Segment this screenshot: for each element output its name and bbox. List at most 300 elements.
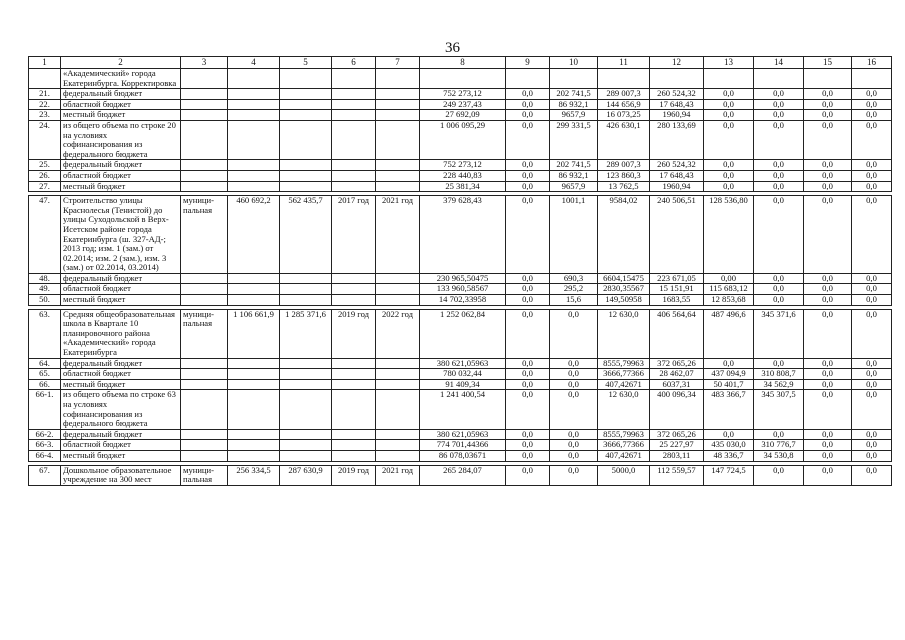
table-cell: 0,0 [704,181,754,192]
table-cell: 0,0 [550,465,598,485]
table-row [29,369,892,380]
table-cell: Дошкольное образовательное учреждение на 300 мест [61,465,181,485]
table-row [29,196,892,274]
table-cell: федеральный бюджет [61,273,181,284]
table-cell: 407,42671 [598,450,650,461]
table-row [29,379,892,390]
table-cell: 0,0 [852,390,892,429]
table-cell: муници-пальная [181,465,228,485]
table-cell: 406 564,64 [650,309,704,358]
table-cell: 1683,55 [650,295,704,306]
table-cell: 0,0 [550,369,598,380]
table-cell: федеральный бюджет [61,89,181,100]
table-cell: 0,0 [506,390,550,429]
table-cell [376,450,420,461]
table-cell: 64. [29,358,61,369]
table-cell [280,450,332,461]
table-cell: 0,0 [506,429,550,440]
table-cell [181,99,228,110]
table-cell: 0,0 [804,284,852,295]
column-number-cell: 1 [29,57,61,69]
table-cell [181,273,228,284]
table-cell: «Академический» города Екатеринбурга. Корректировка [61,69,181,89]
table-cell: 265 284,07 [420,465,506,485]
table-cell: 0,0 [804,160,852,171]
table-cell [280,110,332,121]
table-cell: 0,0 [506,450,550,461]
table-cell: 9657,9 [550,181,598,192]
table-cell: 34 530,8 [754,450,804,461]
table-cell [280,379,332,390]
table-cell: 0,0 [804,273,852,284]
table-row [29,69,892,89]
column-number-cell: 16 [852,57,892,69]
table-cell: 13 762,5 [598,181,650,192]
table-cell: муници-пальная [181,309,228,358]
table-cell [332,273,376,284]
table-cell: 50. [29,295,61,306]
table-cell [228,379,280,390]
table-cell: 2021 год [376,465,420,485]
table-cell: 299 331,5 [550,120,598,159]
column-number-cell: 15 [804,57,852,69]
table-cell: 0,0 [754,89,804,100]
table-cell: 289 007,3 [598,160,650,171]
table-cell: 0,0 [754,170,804,181]
table-cell: 0,0 [550,440,598,451]
table-cell: 0,0 [804,379,852,390]
table-cell: 12 853,68 [704,295,754,306]
table-cell: 0,0 [754,120,804,159]
column-number-cell: 4 [228,57,280,69]
table-cell: 9584,02 [598,196,650,274]
table-cell: 15 151,91 [650,284,704,295]
table-cell: 379 628,43 [420,196,506,274]
table-cell: 0,0 [506,196,550,274]
table-cell [332,160,376,171]
table-row [29,450,892,461]
table-cell [376,89,420,100]
table-cell: 12 630,0 [598,390,650,429]
table-cell: областной бюджет [61,284,181,295]
column-number-cell: 13 [704,57,754,69]
table-cell: 380 621,05963 [420,358,506,369]
table-cell [228,89,280,100]
table-cell: 260 524,32 [650,89,704,100]
table-cell: 0,0 [754,196,804,274]
table-cell: 0,0 [804,181,852,192]
table-cell: 0,0 [852,273,892,284]
table-cell [376,69,420,89]
table-cell [332,358,376,369]
table-cell: 0,0 [852,295,892,306]
column-number-cell: 7 [376,57,420,69]
table-cell [852,69,892,89]
table-cell: 25. [29,160,61,171]
table-cell: 426 630,1 [598,120,650,159]
table-cell: 0,0 [550,390,598,429]
table-cell: 0,0 [506,160,550,171]
table-cell: 1 006 095,29 [420,120,506,159]
column-number-cell: 10 [550,57,598,69]
table-cell: 0,0 [852,181,892,192]
table-cell: 2019 год [332,465,376,485]
table-cell [280,69,332,89]
table-cell: 0,00 [704,273,754,284]
table-cell: из общего объема по строке 63 на условиях софинансирования из федерального бюджета [61,390,181,429]
table-cell [228,284,280,295]
budget-table [28,56,892,486]
table-cell [181,170,228,181]
table-cell: 112 559,57 [650,465,704,485]
table-cell: 0,0 [704,429,754,440]
table-row [29,170,892,181]
table-cell: 0,0 [804,369,852,380]
table-cell: 2021 год [376,196,420,274]
table-cell: 8555,79963 [598,358,650,369]
table-cell [181,120,228,159]
table-cell: 123 860,3 [598,170,650,181]
table-cell [228,99,280,110]
table-cell [181,429,228,440]
table-cell: федеральный бюджет [61,358,181,369]
table-cell: 48. [29,273,61,284]
table-cell: 17 648,43 [650,170,704,181]
table-cell: 0,0 [852,369,892,380]
table-cell: 0,0 [852,358,892,369]
table-cell: 2022 год [376,309,420,358]
table-cell: 0,0 [506,440,550,451]
table-cell: 0,0 [852,170,892,181]
table-cell: 0,0 [852,120,892,159]
table-cell [228,181,280,192]
table-cell: 0,0 [804,465,852,485]
table-cell: 149,50958 [598,295,650,306]
table-cell [280,89,332,100]
table-cell: 0,0 [506,120,550,159]
table-cell: муници-пальная [181,196,228,274]
table-row [29,284,892,295]
table-cell [376,284,420,295]
table-cell [280,284,332,295]
table-cell [506,69,550,89]
table-cell: 0,0 [852,89,892,100]
table-cell [332,120,376,159]
table-cell [181,69,228,89]
table-cell [376,120,420,159]
table-cell: 24. [29,120,61,159]
table-cell [376,295,420,306]
table-cell [376,160,420,171]
table-cell [332,69,376,89]
table-cell [280,440,332,451]
table-cell: 0,0 [506,295,550,306]
table-cell: 5000,0 [598,465,650,485]
table-cell [332,369,376,380]
table-cell: 1001,1 [550,196,598,274]
table-cell: 0,0 [852,196,892,274]
table-cell [376,110,420,121]
table-cell: 202 741,5 [550,160,598,171]
table-cell: 0,0 [550,358,598,369]
table-cell: 0,0 [804,390,852,429]
table-cell [332,390,376,429]
table-cell: 0,0 [852,160,892,171]
table-cell: 0,0 [804,450,852,461]
table-row [29,465,892,485]
table-cell [332,170,376,181]
table-cell: 0,0 [754,284,804,295]
table-cell: федеральный бюджет [61,160,181,171]
table-cell: 1 285 371,6 [280,309,332,358]
table-cell: 0,0 [852,379,892,390]
table-cell: 2017 год [332,196,376,274]
table-cell [228,160,280,171]
table-cell: 752 273,12 [420,160,506,171]
table-cell: 230 965,50475 [420,273,506,284]
table-cell: 0,0 [704,99,754,110]
table-cell: 240 506,51 [650,196,704,274]
table-cell: 86 932,1 [550,99,598,110]
table-cell: 34 562,9 [754,379,804,390]
table-cell: 49. [29,284,61,295]
table-cell: 0,0 [754,160,804,171]
table-cell: областной бюджет [61,369,181,380]
table-cell: 133 960,58567 [420,284,506,295]
table-cell: 0,0 [804,120,852,159]
table-cell: 0,0 [506,181,550,192]
table-cell [332,440,376,451]
table-cell: 27. [29,181,61,192]
table-cell [29,69,61,89]
table-cell [181,440,228,451]
table-cell: 0,0 [550,309,598,358]
table-cell: 0,0 [506,89,550,100]
table-cell: 0,0 [852,450,892,461]
table-cell [376,99,420,110]
table-row [29,390,892,429]
table-cell [181,358,228,369]
table-cell: 147 724,5 [704,465,754,485]
table-cell: областной бюджет [61,99,181,110]
table-cell: 690,3 [550,273,598,284]
table-cell [228,170,280,181]
table-cell: 483 366,7 [704,390,754,429]
table-cell [280,99,332,110]
table-cell: 12 630,0 [598,309,650,358]
table-cell: 0,0 [804,99,852,110]
table-cell: Строительство улицы Краснолесья (Тенистой) до улицы Суходольской в Верх-Исетском районе города Екатеринбурга (ш. 327-АД-; 2013 год; изм. 1 (зам.) от 02.2014; изм. 2 (зам.), изм. 3 (зам.) от 02.2014, 03.2014) [61,196,181,274]
table-cell: 0,0 [754,429,804,440]
table-row [29,89,892,100]
table-cell: 0,0 [754,273,804,284]
table-cell: 0,0 [852,465,892,485]
table-cell: 48 336,7 [704,450,754,461]
table-cell: 380 621,05963 [420,429,506,440]
column-number-cell: 3 [181,57,228,69]
table-cell [181,181,228,192]
table-cell: 23. [29,110,61,121]
table-cell [181,390,228,429]
table-cell [332,450,376,461]
table-cell: 0,0 [754,181,804,192]
table-cell: 67. [29,465,61,485]
column-number-cell: 2 [61,57,181,69]
table-cell [376,369,420,380]
table-cell: 0,0 [754,110,804,121]
page-number: 36 [445,40,460,56]
table-cell: 63. [29,309,61,358]
table-cell: 256 334,5 [228,465,280,485]
table-cell: 66-4. [29,450,61,461]
table-cell [280,181,332,192]
table-cell: 0,0 [506,99,550,110]
table-cell: 128 536,80 [704,196,754,274]
table-cell [280,160,332,171]
column-number-cell: 9 [506,57,550,69]
table-cell: 0,0 [506,379,550,390]
table-cell [280,369,332,380]
table-cell: 0,0 [804,89,852,100]
table-cell: 0,0 [704,358,754,369]
table-cell [280,295,332,306]
table-cell: 407,42671 [598,379,650,390]
table-cell [280,358,332,369]
table-cell: 25 381,34 [420,181,506,192]
table-cell: 66-3. [29,440,61,451]
table-cell: 287 630,9 [280,465,332,485]
table-cell: 15,6 [550,295,598,306]
table-row [29,160,892,171]
column-number-cell: 5 [280,57,332,69]
table-cell: 0,0 [754,99,804,110]
table-cell: 1 252 062,84 [420,309,506,358]
column-number-cell: 12 [650,57,704,69]
column-number-cell: 14 [754,57,804,69]
table-cell: 1960,94 [650,110,704,121]
table-cell [181,284,228,295]
table-cell [332,295,376,306]
table-cell [181,110,228,121]
table-row [29,273,892,284]
table-cell [280,273,332,284]
table-cell: 435 030,0 [704,440,754,451]
table-cell [376,358,420,369]
table-cell: 22. [29,99,61,110]
table-cell: 372 065,26 [650,429,704,440]
table-cell: 202 741,5 [550,89,598,100]
table-cell: 1 106 661,9 [228,309,280,358]
table-cell: 487 496,6 [704,309,754,358]
table-cell [280,170,332,181]
table-cell: 47. [29,196,61,274]
table-cell: 0,0 [704,120,754,159]
table-cell: 0,0 [506,358,550,369]
table-cell: 50 401,7 [704,379,754,390]
table-cell: местный бюджет [61,295,181,306]
table-row [29,429,892,440]
table-cell [181,450,228,461]
table-cell: 752 273,12 [420,89,506,100]
table-cell: 0,0 [506,465,550,485]
table-cell: 2803,11 [650,450,704,461]
table-cell [804,69,852,89]
table-cell: 1960,94 [650,181,704,192]
table-cell: 9657,9 [550,110,598,121]
table-cell: 0,0 [550,450,598,461]
table-cell [550,69,598,89]
table-cell: 28 462,07 [650,369,704,380]
table-cell: 249 237,43 [420,99,506,110]
table-cell: из общего объема по строке 20 на условиях софинансирования из федерального бюджета [61,120,181,159]
table-cell [332,429,376,440]
table-cell: Средняя общеобразовательная школа в Квартале 10 планировочного района «Академический» города Екатеринбурга [61,309,181,358]
table-cell: 0,0 [506,170,550,181]
table-cell: 345 371,6 [754,309,804,358]
table-row [29,295,892,306]
table-cell [332,181,376,192]
table-cell: 260 524,32 [650,160,704,171]
table-cell [181,295,228,306]
table-cell [181,89,228,100]
table-cell: 25 227,97 [650,440,704,451]
table-cell: 437 094,9 [704,369,754,380]
table-cell: 774 701,44366 [420,440,506,451]
table-cell [228,369,280,380]
table-cell: 0,0 [804,295,852,306]
table-cell: 228 440,83 [420,170,506,181]
table-cell [228,450,280,461]
table-cell [376,429,420,440]
table-cell [598,69,650,89]
table-row [29,309,892,358]
table-cell: 2019 год [332,309,376,358]
table-row [29,440,892,451]
table-cell [181,369,228,380]
table-cell [280,390,332,429]
table-cell [228,358,280,369]
table-cell: 14 702,33958 [420,295,506,306]
table-cell: 144 656,9 [598,99,650,110]
table-cell [376,273,420,284]
table-cell: областной бюджет [61,440,181,451]
table-cell [420,69,506,89]
table-cell: местный бюджет [61,379,181,390]
table-cell: 6037,31 [650,379,704,390]
table-cell: 372 065,26 [650,358,704,369]
table-cell: 223 671,05 [650,273,704,284]
table-cell: 0,0 [804,170,852,181]
column-number-cell: 6 [332,57,376,69]
table-cell: 0,0 [506,273,550,284]
table-cell [332,99,376,110]
table-cell: местный бюджет [61,110,181,121]
table-cell: 0,0 [804,196,852,274]
column-number-cell: 11 [598,57,650,69]
table-cell: местный бюджет [61,181,181,192]
table-cell [376,170,420,181]
table-cell: 0,0 [704,160,754,171]
table-cell: 0,0 [704,89,754,100]
table-cell: 0,0 [506,309,550,358]
table-cell: 21. [29,89,61,100]
table-cell: областной бюджет [61,170,181,181]
table-cell: 0,0 [804,429,852,440]
table-row [29,181,892,192]
table-cell: 0,0 [754,465,804,485]
table-cell: 0,0 [704,110,754,121]
table-cell: 345 307,5 [754,390,804,429]
